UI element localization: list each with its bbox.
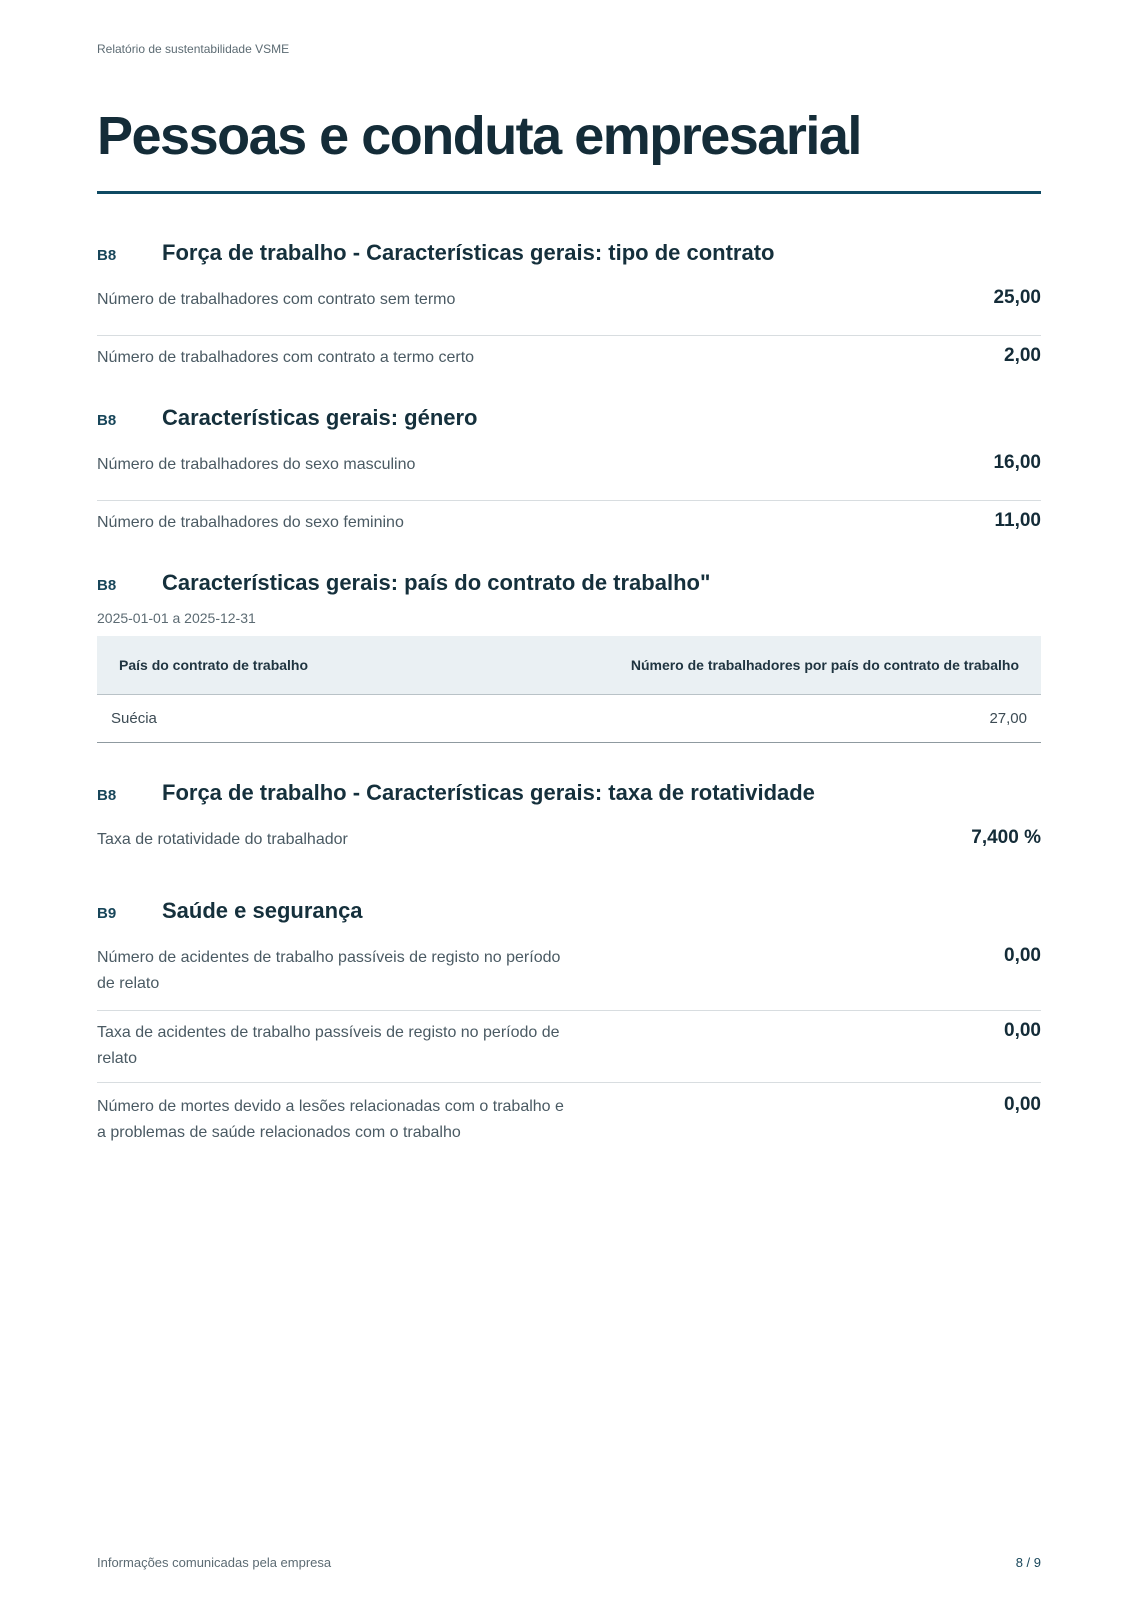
table-row	[97, 695, 1041, 743]
section-title: Características gerais: género	[162, 405, 478, 430]
row-label: Número de trabalhadores do sexo masculino	[97, 456, 416, 473]
section-header	[97, 778, 1041, 808]
row-value: 7,400 %	[971, 827, 1041, 848]
running-header: Relatório de sustentabilidade VSME	[97, 42, 290, 56]
page-title: Pessoas e conduta empresarial	[97, 106, 861, 166]
section-code: B8	[97, 787, 117, 804]
row-value: 2,00	[1004, 345, 1041, 366]
section-header	[97, 403, 1041, 433]
section-title: Força de trabalho - Características gerais: taxa de rotatividade	[162, 780, 815, 805]
section-code: B8	[97, 577, 117, 594]
table-cell: Suécia	[97, 695, 428, 743]
row-label: Número de trabalhadores com contrato a termo certo	[97, 349, 475, 366]
section-header	[97, 238, 1041, 268]
section-title: Força de trabalho - Características gerais: tipo de contrato	[162, 240, 775, 265]
report-page	[97, 0, 1041, 1600]
data-row	[97, 287, 1041, 336]
column-header: Número de trabalhadores por país do contrato de trabalho	[428, 636, 1041, 695]
data-row	[97, 827, 1041, 867]
footer-note: Informações comunicadas pela empresa	[97, 1555, 332, 1570]
data-row	[97, 336, 1041, 385]
data-row	[97, 945, 1041, 1011]
column-header: País do contrato de trabalho	[97, 636, 428, 695]
data-row	[97, 1011, 1041, 1083]
section-contract-type	[97, 238, 1041, 385]
section-turnover	[97, 778, 1041, 867]
row-label: Taxa de acidentes de trabalho passíveis de registo no período de relato	[97, 1024, 560, 1067]
row-label: Número de trabalhadores do sexo feminino	[97, 514, 404, 531]
row-value: 0,00	[1004, 1094, 1041, 1115]
row-value: 11,00	[994, 510, 1041, 531]
section-health-safety	[97, 896, 1041, 1180]
section-code: B8	[97, 412, 117, 429]
row-label: Número de acidentes de trabalho passíveis de registo no período de relato	[97, 949, 561, 992]
row-label: Taxa de rotatividade do trabalhador	[97, 831, 348, 848]
table-cell: 27,00	[428, 695, 1041, 743]
section-title: Saúde e segurança	[162, 898, 363, 923]
section-title: Características gerais: país do contrato de trabalho"	[162, 570, 711, 595]
row-value: 0,00	[1004, 945, 1041, 966]
data-row	[97, 1083, 1041, 1180]
data-row	[97, 452, 1041, 501]
section-country	[97, 568, 1041, 743]
row-label: Número de mortes devido a lesões relacionadas com o trabalho e a problemas de saúde relacionados com o trabalho	[97, 1098, 564, 1141]
row-value: 16,00	[993, 452, 1041, 473]
data-row	[97, 501, 1041, 550]
row-label: Número de trabalhadores com contrato sem termo	[97, 291, 456, 308]
section-code: B8	[97, 247, 117, 264]
reporting-period: 2025-01-01 a 2025-12-31	[97, 610, 256, 626]
section-gender	[97, 403, 1041, 550]
section-code: B9	[97, 905, 117, 922]
country-table	[97, 636, 1041, 743]
page-number: 8 / 9	[1015, 1555, 1041, 1570]
row-value: 0,00	[1004, 1020, 1041, 1041]
row-value: 25,00	[993, 287, 1041, 308]
section-header	[97, 896, 1041, 926]
section-header	[97, 568, 1041, 598]
table-header-row	[97, 636, 1041, 695]
title-divider	[97, 191, 1041, 194]
